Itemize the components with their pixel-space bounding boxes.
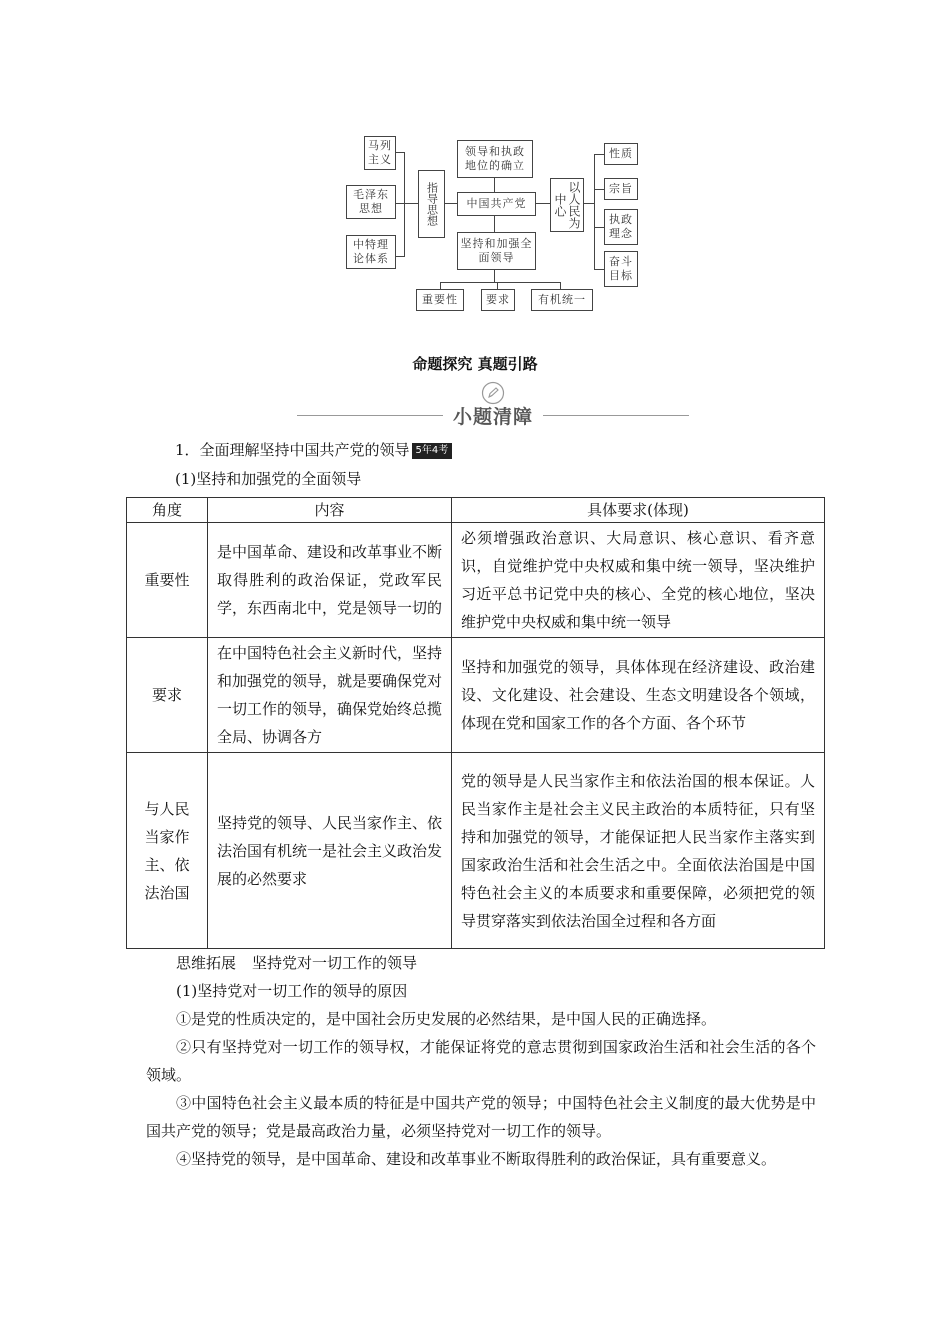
connector-right-2 xyxy=(594,189,604,190)
question-text: 1．全面理解坚持中国共产党的领导 xyxy=(175,441,410,459)
connector-bottom-3 xyxy=(560,282,561,289)
connector-bottom-1 xyxy=(440,282,441,289)
mm-left-item-1: 马列主义 xyxy=(364,136,396,170)
section-title: 命题探究 真题引路 xyxy=(412,355,538,373)
connector-left-2 xyxy=(396,203,418,204)
connector-right-1 xyxy=(594,154,604,155)
connector-bottom-stem xyxy=(494,270,495,282)
mm-right-item-1: 性质 xyxy=(604,143,638,165)
extension-subtitle: (1)坚持党对一切工作的领导的原因 xyxy=(176,982,408,1000)
banner-rule-right xyxy=(543,415,689,416)
connector-center-people xyxy=(536,203,550,204)
row-angle: 要求 xyxy=(127,638,208,753)
reason-point-4: ④坚持党的领导，是中国革命、建设和改革事业不断取得胜利的政治保证，具有重要意义。 xyxy=(176,1150,777,1168)
reason-point-1: ①是党的性质决定的，是中国社会历史发展的必然结果，是中国人民的正确选择。 xyxy=(176,1010,717,1028)
knowledge-mindmap xyxy=(340,130,650,320)
row-detail: 必须增强政治意识、大局意识、核心意识、看齐意识，自觉维护党中央权威和集中统一领导，坚决维护习近平总书记党中央的核心、全党的核心地位，坚决维护党中央权威和集中统一领导 xyxy=(452,523,825,638)
row-content: 坚持党的领导、人民当家作主、依法治国有机统一是社会主义政治发展的必然要求 xyxy=(208,753,452,949)
row-angle: 与人民当家作主、依法治国 xyxy=(127,753,208,949)
table-row xyxy=(127,638,825,753)
row-detail: 党的领导是人民当家作主和依法治国的根本保证。人民当家作主是社会主义民主政治的本质特征，只有坚持和加强党的领导，才能保证把人民当家作主落实到国家政治生活和社会生活之中。全面依法治国是中国特色社会主义的本质要求和重要保障，必须把党的领导贯穿落实到依法治国全过程和各方面 xyxy=(452,753,825,949)
header-content: 内容 xyxy=(208,498,452,523)
frequency-badge: 5年4考 xyxy=(412,443,453,459)
connector-center-top xyxy=(494,178,495,192)
mm-people-centered: 以人民为中心 xyxy=(550,178,584,232)
section-banner: 小题清障 xyxy=(452,406,533,428)
row-content: 是中国革命、建设和改革事业不断取得胜利的政治保证，党政军民学，东西南北中，党是领导一切的 xyxy=(208,523,452,638)
extension-label: 思维拓展 xyxy=(176,954,237,972)
connector-left-1 xyxy=(396,152,405,153)
mm-bottom-item-1: 重要性 xyxy=(416,289,464,311)
extension-heading xyxy=(146,949,816,977)
reason-point-2: ②只有坚持党对一切工作的领导权，才能保证将党的意志贯彻到国家政治生活和社会生活的各个领域。 xyxy=(146,1038,816,1084)
table-row xyxy=(127,523,825,638)
mm-left-item-3: 中特理论体系 xyxy=(346,235,396,269)
header-detail: 具体要求(体现) xyxy=(452,498,825,523)
extension-title: 坚持党对一切工作的领导 xyxy=(252,954,418,972)
mm-comprehensive-leadership: 坚持和加强全面领导 xyxy=(457,232,536,270)
mm-left-item-2: 毛泽东思想 xyxy=(346,185,396,219)
connector-right-4 xyxy=(594,269,604,270)
leadership-table xyxy=(126,497,825,949)
connector-bottom-2 xyxy=(497,282,498,289)
connector-left-trunk xyxy=(404,152,405,256)
mm-right-item-4: 奋斗目标 xyxy=(604,251,638,287)
connector-people-right xyxy=(584,203,594,204)
mm-center-party: 中国共产党 xyxy=(457,192,536,216)
row-detail: 坚持和加强党的领导，具体体现在经济建设、政治建设、文化建设、社会建设、生态文明建设各个领域，体现在党和国家工作的各个方面、各个环节 xyxy=(452,638,825,753)
table-row xyxy=(127,753,825,949)
mm-leadership-status: 领导和执政地位的确立 xyxy=(457,140,533,178)
connector-center-bottom xyxy=(494,216,495,232)
connector-right-trunk xyxy=(594,154,595,269)
mm-guide-thought: 指导思想 xyxy=(418,170,445,238)
mm-right-item-3: 执政理念 xyxy=(604,209,638,245)
mm-bottom-item-3: 有机统一 xyxy=(531,289,593,311)
connector-guide-center xyxy=(445,203,457,204)
question-heading xyxy=(175,436,452,464)
subsection-title: (1)坚持和加强党的全面领导 xyxy=(175,470,362,488)
table-header-row xyxy=(127,498,825,523)
banner-rule-left xyxy=(297,415,443,416)
row-content: 在中国特色社会主义新时代，坚持和加强党的领导，就是要确保党对一切工作的领导，确保党始终总揽全局、协调各方 xyxy=(208,638,452,753)
connector-left-3 xyxy=(396,256,405,257)
connector-bottom-bar xyxy=(440,282,560,283)
reason-point-3: ③中国特色社会主义最本质的特征是中国共产党的领导；中国特色社会主义制度的最大优势是中国共产党的领导；党是最高政治力量，必须坚持党对一切工作的领导。 xyxy=(146,1094,816,1140)
connector-right-3 xyxy=(594,227,604,228)
mm-right-item-2: 宗旨 xyxy=(604,178,638,200)
mm-bottom-item-2: 要求 xyxy=(481,289,515,311)
row-angle: 重要性 xyxy=(127,523,208,638)
header-angle: 角度 xyxy=(127,498,208,523)
